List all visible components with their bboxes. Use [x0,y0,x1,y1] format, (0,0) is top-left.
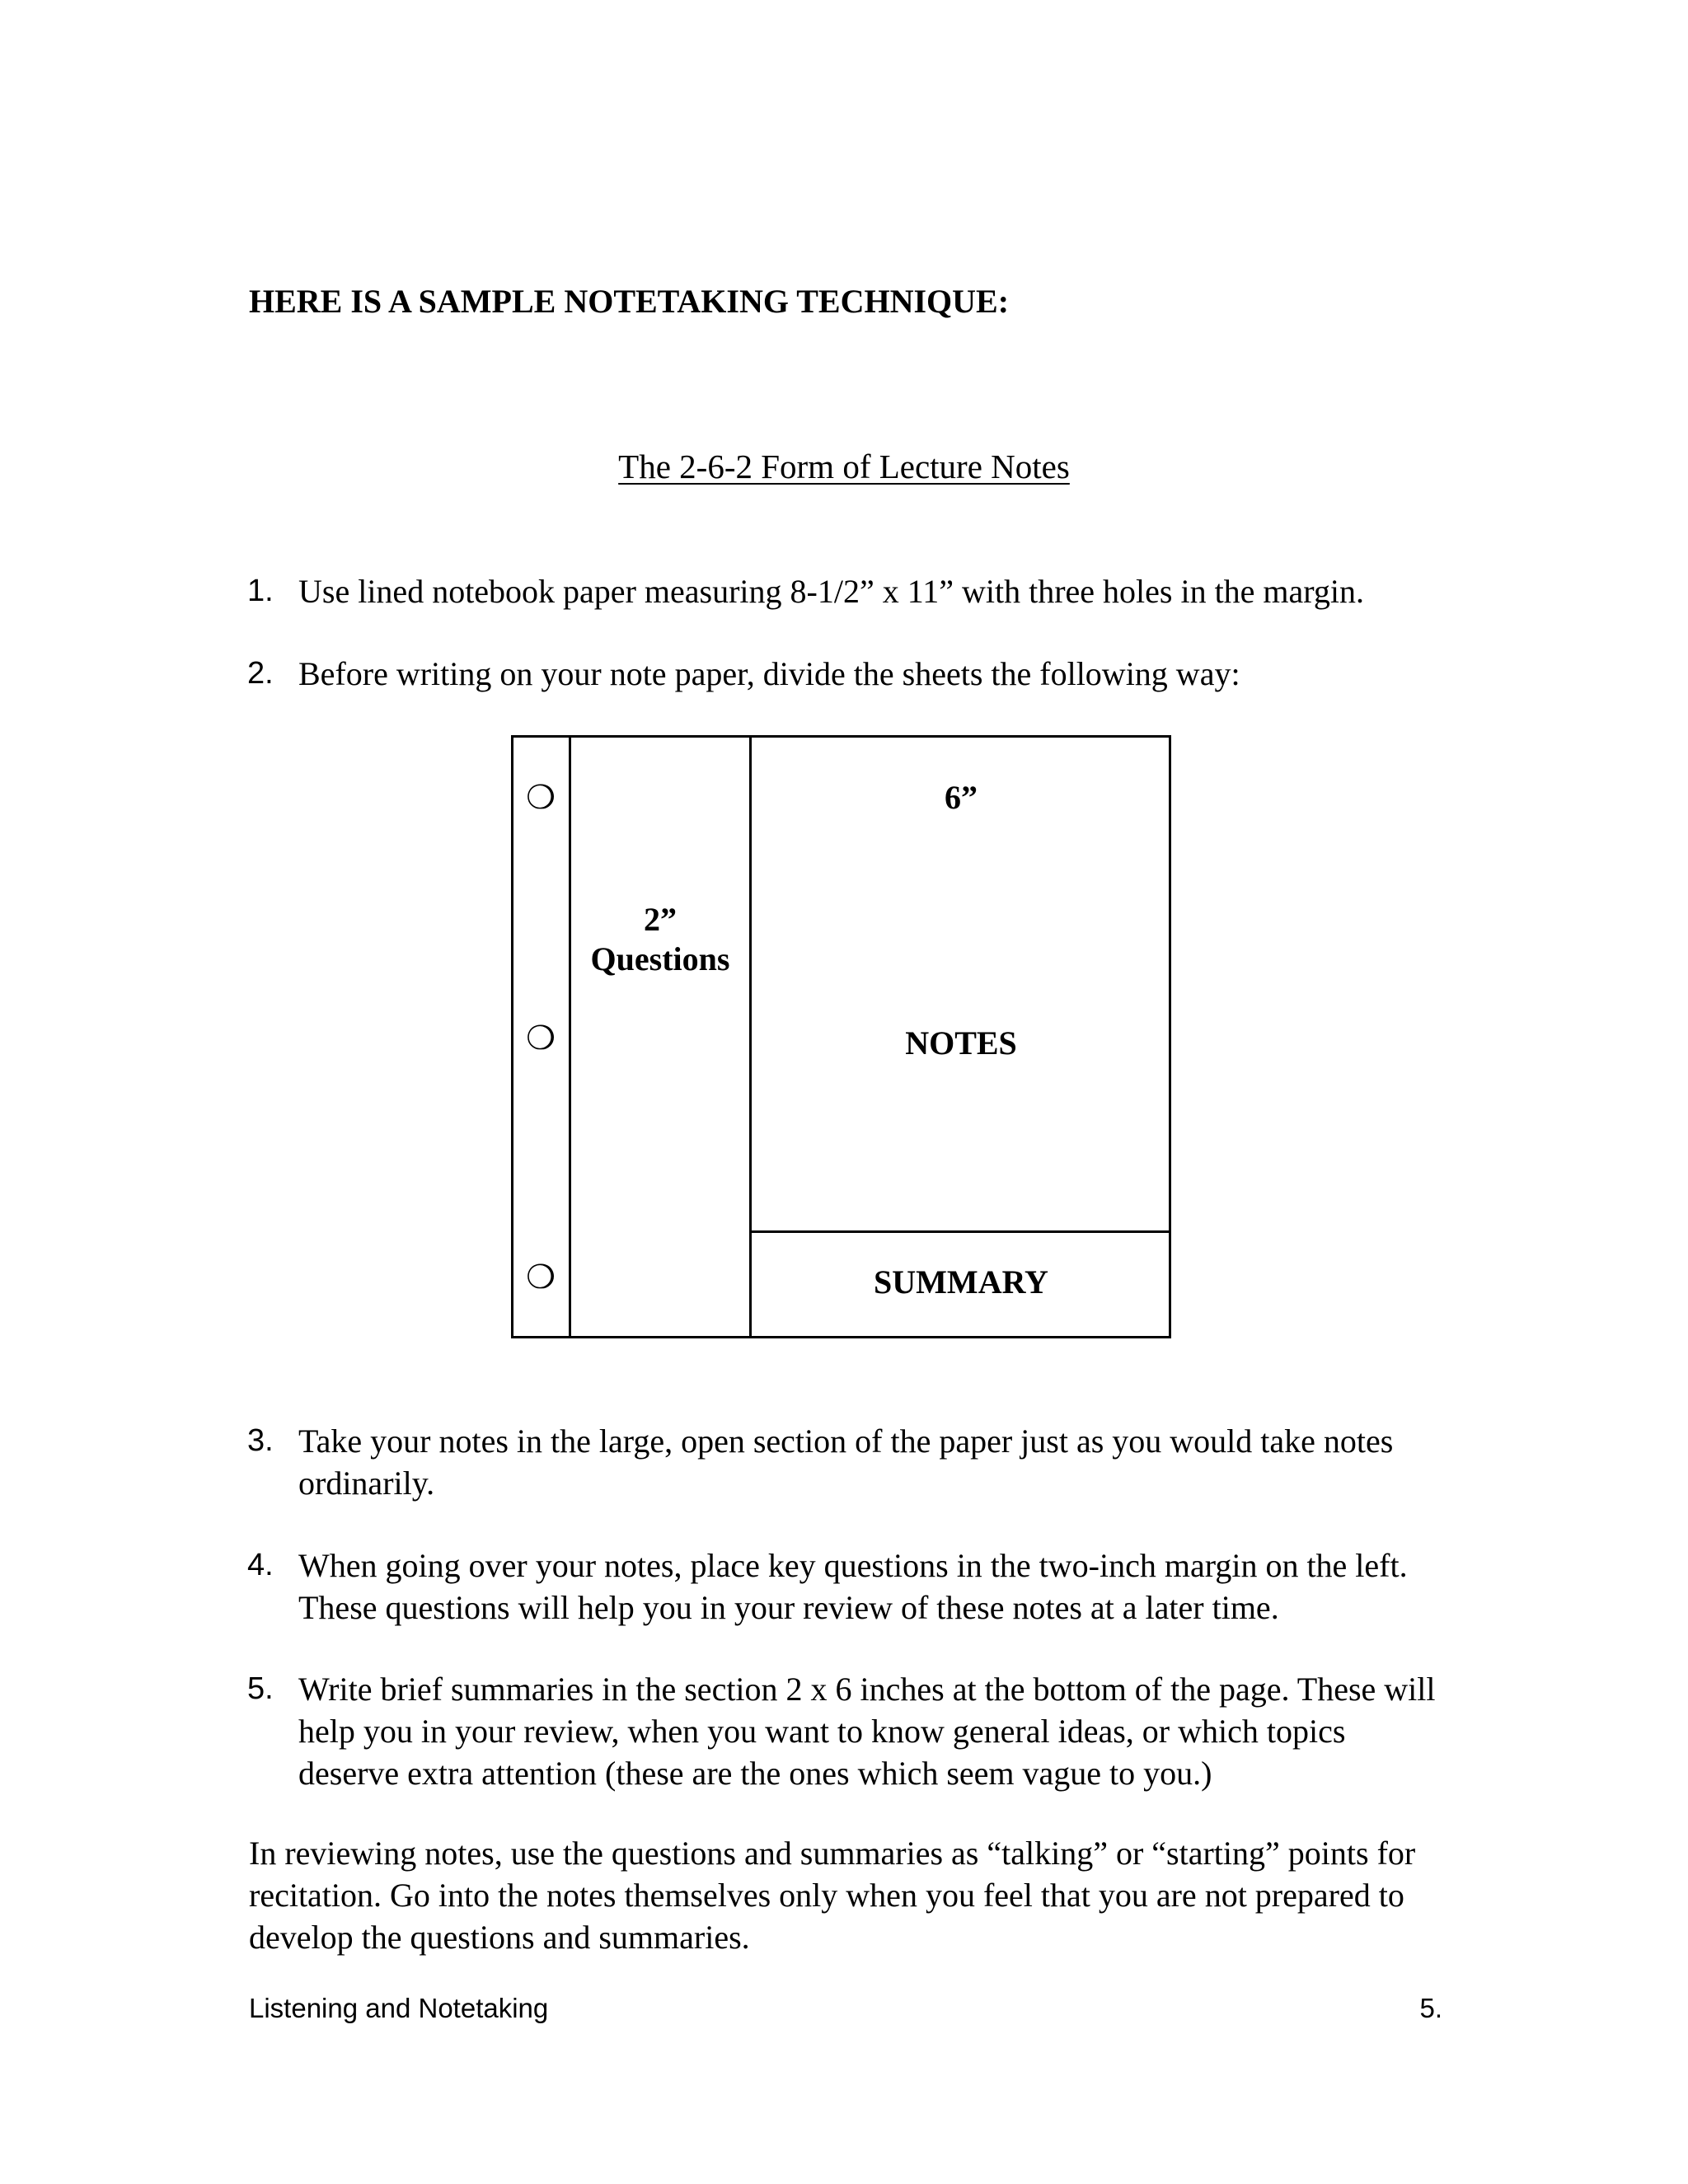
step-number: 1. [247,574,274,608]
page-layout-diagram [511,735,1171,1338]
step-item-3 [247,1420,1451,1504]
step-number: 2. [247,656,274,691]
notes-label: NOTES [905,1024,1017,1062]
notes-width-label: 6” [945,779,978,816]
closing-paragraph: In reviewing notes, use the questions and summaries as “talking” or “starting” points for recitation. Go into the notes themselves only when you feel that you are not prepared to develop the questions and summaries. [249,1835,1416,1956]
binder-hole-icon: ❍ [526,1019,556,1057]
footer-title: Listening and Notetaking [249,1993,549,2023]
step-text: Take your notes in the large, open section of the paper just as you would take notes ordinarily. [298,1422,1394,1502]
step-item-5 [247,1668,1451,1794]
step-text: When going over your notes, place key questions in the two-inch margin on the left. These questions will help you in your review of these notes at a later time. [298,1547,1408,1626]
step-number: 4. [247,1548,274,1582]
step-text: Before writing on your note paper, divide the sheets the following way: [298,655,1240,692]
binder-hole-icon: ❍ [526,1258,556,1296]
step-text: Use lined notebook paper measuring 8-1/2” x 11” with three holes in the margin. [298,573,1365,610]
step-number: 3. [247,1423,274,1458]
section-title [0,447,1688,486]
section-title-text: The 2-6-2 Form of Lecture Notes [618,448,1070,485]
page-heading: HERE IS A SAMPLE NOTETAKING TECHNIQUE: [249,283,1010,320]
step-item-1 [247,570,1451,612]
step-item-2 [247,653,1451,695]
questions-label: Questions [590,940,730,977]
page-number: 5. [1419,1993,1442,2023]
step-item-4 [247,1544,1451,1629]
binder-hole-icon: ❍ [526,779,556,817]
summary-label: SUMMARY [874,1263,1048,1301]
step-text: Write brief summaries in the section 2 x 6 inches at the bottom of the page. These will help you in your review, when you want to know general ideas, or which topics deserve extra attention (these are the ones which seem vague to you.) [298,1671,1436,1792]
step-number: 5. [247,1671,274,1706]
questions-width-label: 2” [644,901,677,938]
